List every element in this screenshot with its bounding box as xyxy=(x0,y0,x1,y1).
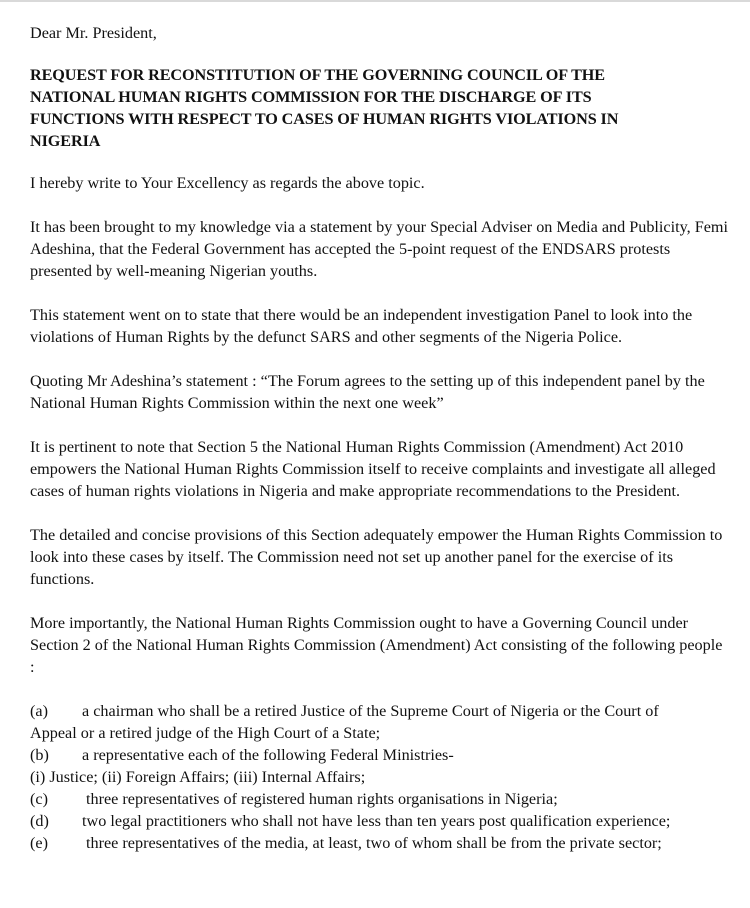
list-item-text: a chairman who shall be a retired Justice of the Supreme Court of Nigeria or the Court of xyxy=(82,702,659,720)
subject-line: FUNCTIONS WITH RESPECT TO CASES OF HUMAN RIGHTS VIOLATIONS IN xyxy=(30,110,619,128)
salutation: Dear Mr. President, xyxy=(30,24,157,42)
paragraph-governing-council: More importantly, the National Human Rights Commission ought to have a Governing Council under Section 2 of the National Human Rights Commission (Amendment) Act consisting of the following people : xyxy=(30,614,723,676)
subject-line: REQUEST FOR RECONSTITUTION OF THE GOVERNING COUNCIL OF THE xyxy=(30,66,605,84)
top-border xyxy=(0,0,750,2)
list-marker: (b) xyxy=(30,746,49,764)
list-item-text: two legal practitioners who shall not have less than ten years post qualification experience; xyxy=(82,812,671,830)
list-item-text: three representatives of registered human rights organisations in Nigeria; xyxy=(86,790,558,808)
paragraph-statement: It has been brought to my knowledge via a statement by your Special Adviser on Media and Publicity, Femi Adeshina, that the Federal Government has accepted the 5-point request of the ENDSARS protests presented by well-meaning Nigerian youths. xyxy=(30,218,729,280)
list-item-b-continuation: (i) Justice; (ii) Foreign Affairs; (iii) Internal Affairs; xyxy=(30,768,366,786)
subject-heading xyxy=(30,64,730,152)
council-members-list xyxy=(30,700,730,854)
paragraph-quote: Quoting Mr Adeshina’s statement : “The Forum agrees to the setting up of this independent panel by the National Human Rights Commission within the next one week” xyxy=(30,372,705,412)
paragraph-panel: This statement went on to state that there would be an independent investigation Panel to look into the violations of Human Rights by the defunct SARS and other segments of the Nigeria Police. xyxy=(30,306,693,346)
list-item-text: three representatives of the media, at least, two of whom shall be from the private sector; xyxy=(86,834,662,852)
letter-body xyxy=(30,22,730,854)
list-item-d xyxy=(30,810,730,832)
list-marker: (c) xyxy=(30,790,48,808)
list-marker: (e) xyxy=(30,834,48,852)
list-marker: (a) xyxy=(30,702,48,720)
list-item-c xyxy=(30,788,730,810)
list-item-a-continuation: Appeal or a retired judge of the High Court of a State; xyxy=(30,724,381,742)
list-item-a xyxy=(30,700,730,722)
paragraph-provisions: The detailed and concise provisions of this Section adequately empower the Human Rights Commission to look into these cases by itself. The Commission need not set up another panel for the exercise of its functions. xyxy=(30,526,723,588)
paragraph-intro: I hereby write to Your Excellency as regards the above topic. xyxy=(30,174,425,192)
list-item-text: a representative each of the following Federal Ministries- xyxy=(82,746,454,764)
list-item-e xyxy=(30,832,730,854)
list-item-b xyxy=(30,744,730,766)
list-marker: (d) xyxy=(30,812,49,830)
subject-line: NATIONAL HUMAN RIGHTS COMMISSION FOR THE DISCHARGE OF ITS xyxy=(30,88,592,106)
subject-line: NIGERIA xyxy=(30,132,101,150)
paragraph-section-5: It is pertinent to note that Section 5 the National Human Rights Commission (Amendment) Act 2010 empowers the National Human Rights Commission itself to receive complaints and investigate all alleged cases of human rights violations in Nigeria and make appropriate recommendations to the President. xyxy=(30,438,716,500)
